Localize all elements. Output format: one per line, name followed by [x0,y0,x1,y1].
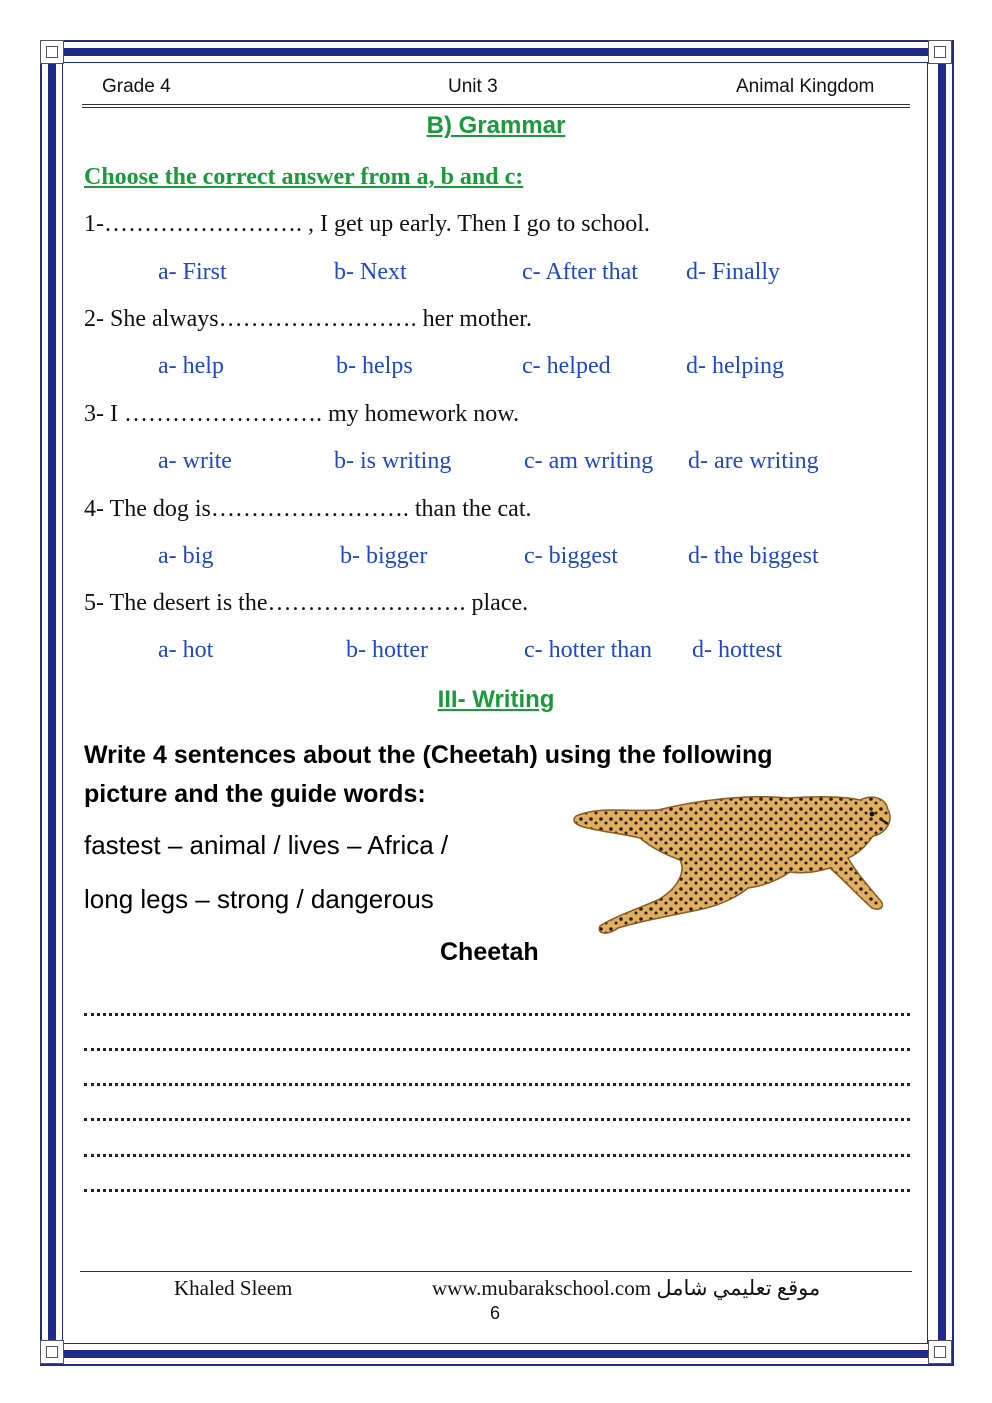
corner-ornament-bottom-left [40,1340,64,1364]
question-3-option-a: a- write [158,448,232,474]
footer-author: Khaled Sleem [174,1276,293,1300]
question-2-option-d: d- helping [686,353,784,379]
answer-line-4[interactable] [84,1118,910,1123]
header-rule [82,104,910,105]
cheetah-heading: Cheetah [440,938,539,966]
header-topic: Animal Kingdom [736,76,875,97]
answer-line-1[interactable] [84,1013,910,1018]
grammar-title: B) Grammar [426,112,566,139]
question-5-option-b: b- hotter [346,637,428,663]
question-5-option-d: d- hottest [692,637,782,663]
question-5-option-c: c- hotter than [524,637,652,663]
header-rule-second [82,107,910,108]
guide-words-line-2: long legs – strong / dangerous [84,884,434,914]
page-number: 6 [490,1303,501,1323]
writing-title: III- Writing [437,686,555,713]
guide-words-line-1: fastest – animal / lives – Africa / [84,830,449,860]
answer-line-5[interactable] [84,1154,910,1159]
question-2: 2- She always……………………. her mother. [84,306,532,332]
answer-line-3[interactable] [84,1083,910,1088]
question-4: 4- The dog is……………………. than the cat. [84,496,532,522]
answer-line-2[interactable] [84,1048,910,1053]
answer-line-6[interactable] [84,1189,910,1194]
question-1-option-b: b- Next [334,259,407,285]
question-4-option-d: d- the biggest [688,543,819,569]
question-2-option-c: c- helped [522,353,611,379]
header-grade: Grade 4 [102,76,171,97]
corner-ornament-top-left [40,40,64,64]
question-4-option-c: c- biggest [524,543,618,569]
grammar-instruction: Choose the correct answer from a, b and c: [84,164,524,190]
writing-task-line-1: Write 4 sentences about the (Cheetah) using the following [84,741,773,769]
corner-ornament-bottom-right [928,1340,952,1364]
question-5: 5- The desert is the……………………. place. [84,590,529,616]
question-5-option-a: a- hot [158,637,214,663]
footer-rule [80,1271,912,1272]
question-4-option-b: b- bigger [340,543,428,569]
question-1-option-c: c- After that [522,259,638,285]
question-3-option-c: c- am writing [524,448,654,474]
question-2-option-a: a- help [158,353,224,379]
cheetah-picture [568,776,898,941]
question-3-option-d: d- are writing [688,448,819,474]
question-4-option-a: a- big [158,543,214,569]
question-1-option-d: d- Finally [686,259,780,285]
writing-task-line-2: picture and the guide words: [84,780,426,808]
corner-ornament-top-right [928,40,952,64]
question-1-option-a: a- First [158,259,227,285]
question-3: 3- I ……………………. my homework now. [84,401,520,427]
question-3-option-b: b- is writing [334,448,452,474]
question-2-option-b: b- helps [336,353,413,379]
footer-website: www.mubarakschool.com موقع تعليمي شامل [432,1276,821,1300]
header-unit: Unit 3 [448,76,498,97]
question-1: 1-……………………. , I get up early. Then I go to school. [84,211,650,237]
